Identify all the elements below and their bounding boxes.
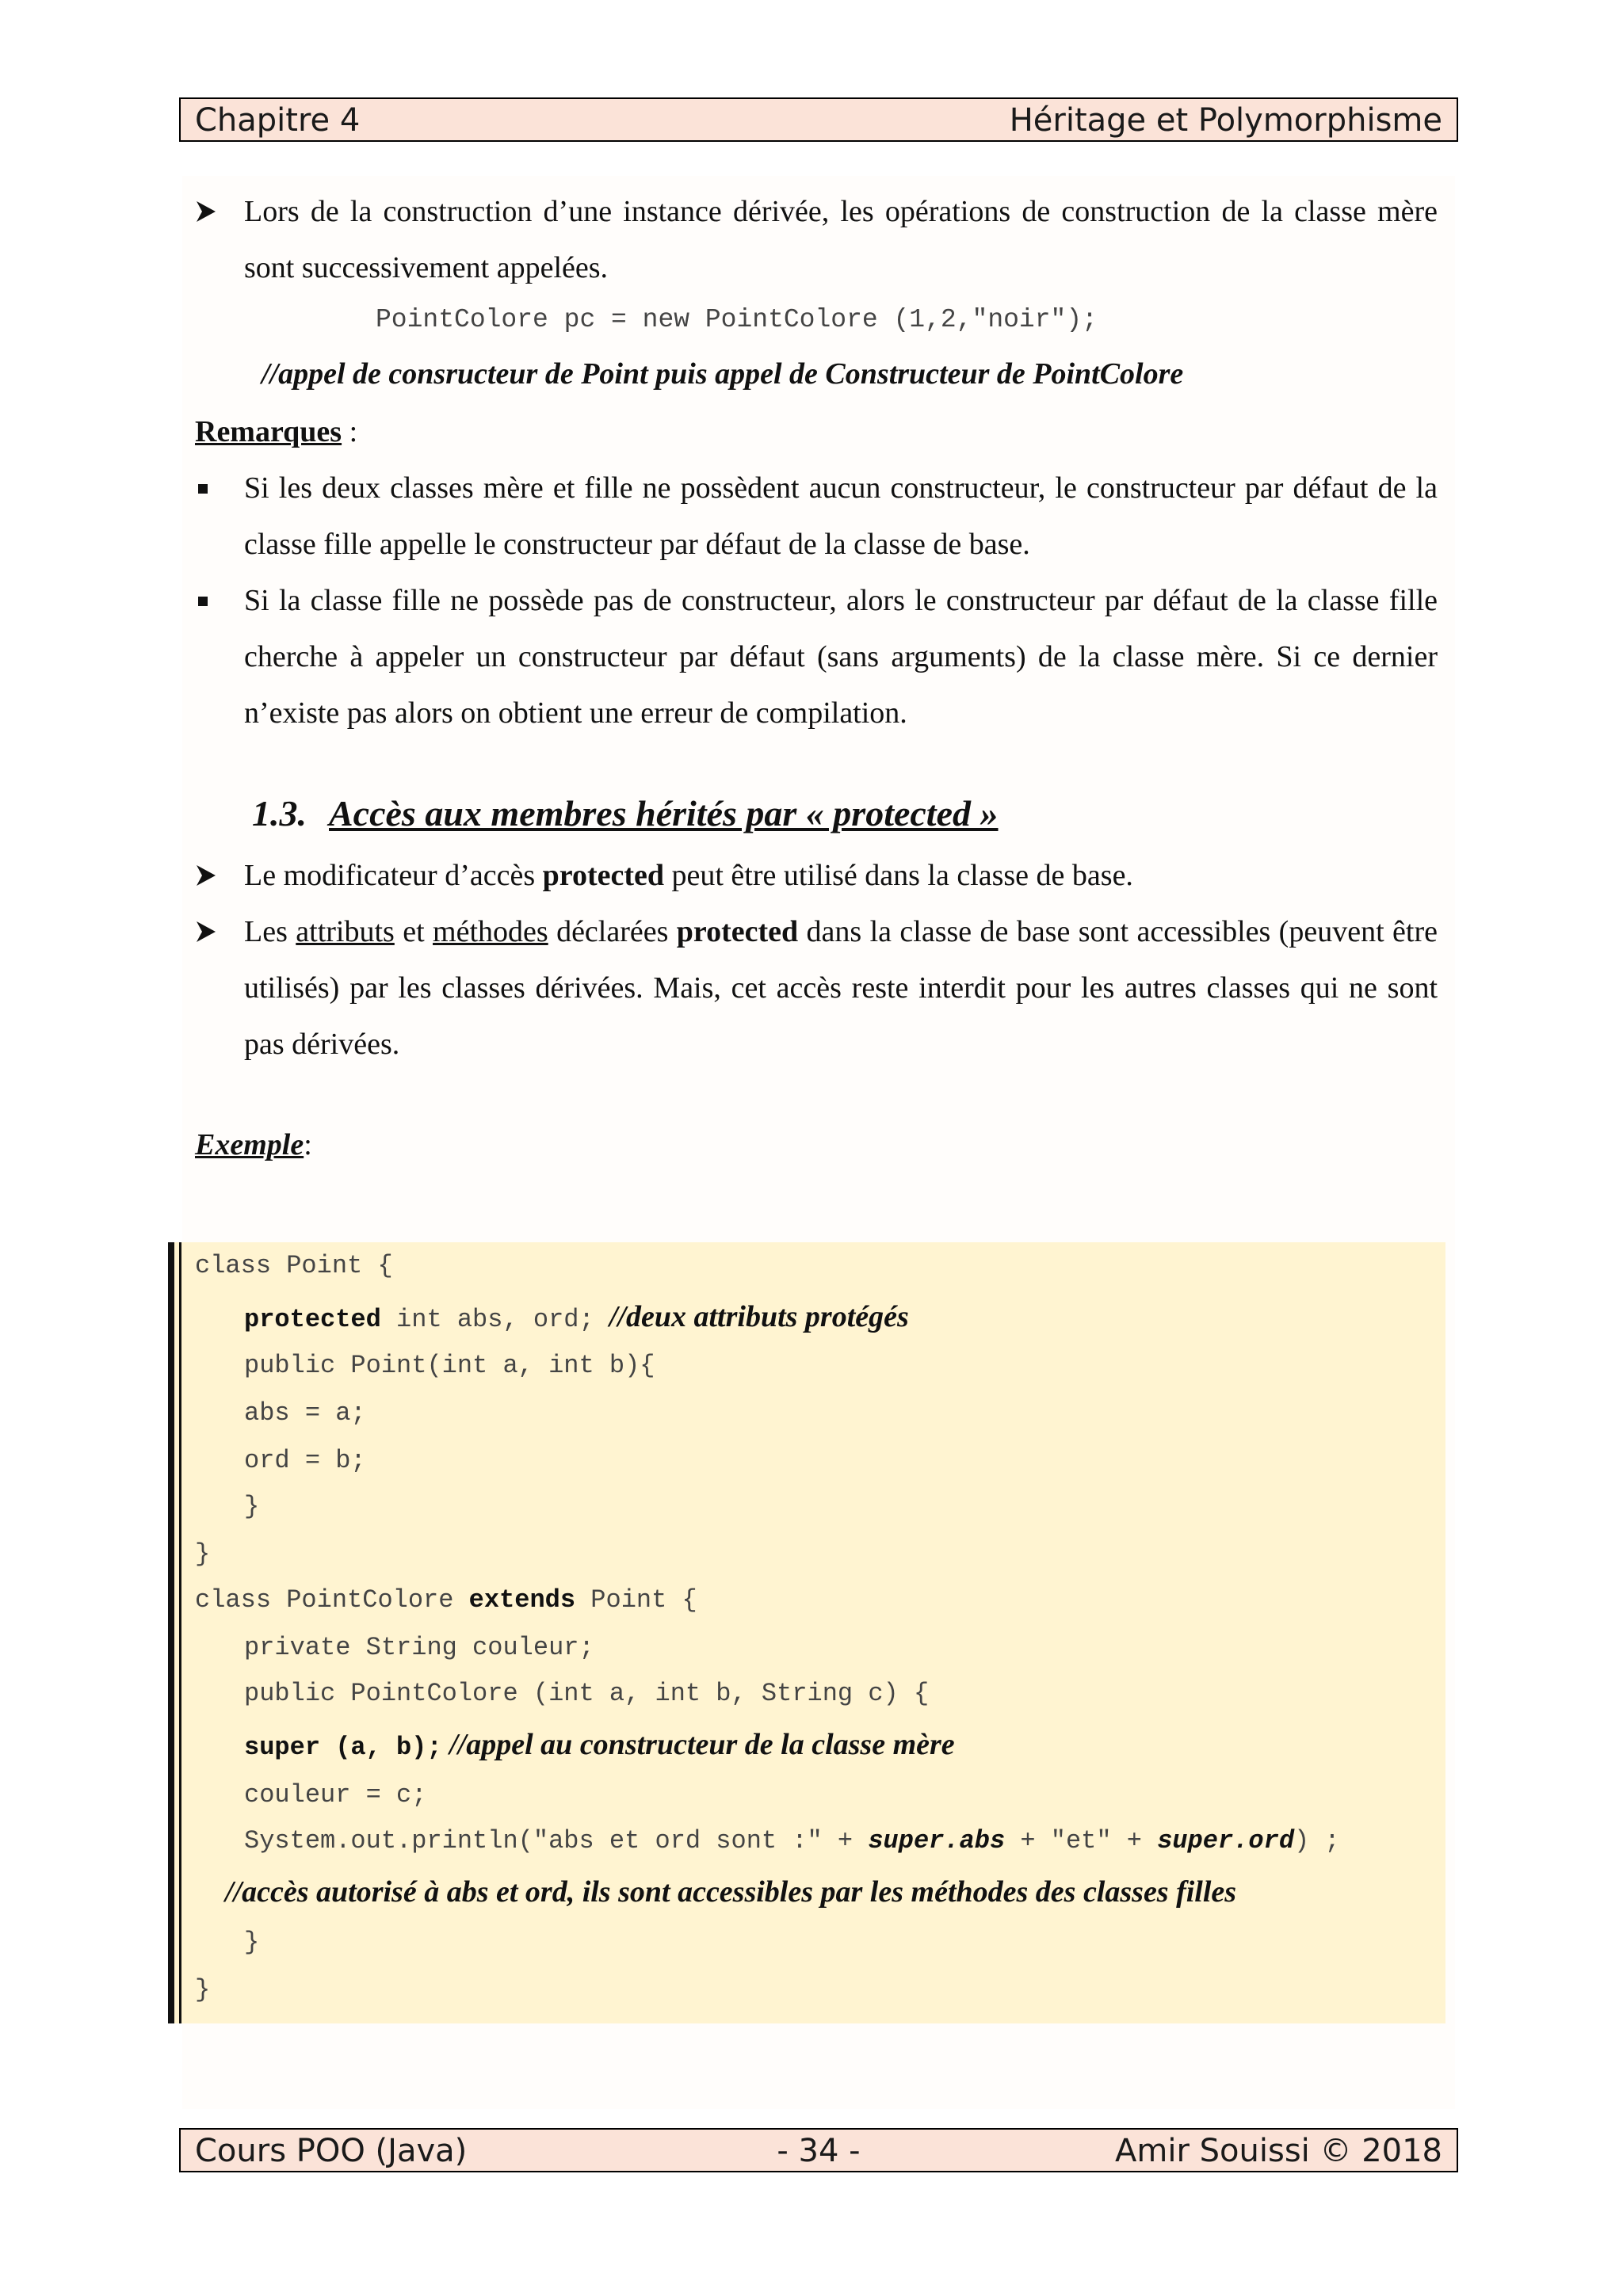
code-line: }	[195, 1975, 211, 2004]
code-line: protected int abs, ord; //deux attributs protégés	[244, 1300, 909, 1334]
code-line: ord = b;	[244, 1446, 366, 1475]
code-line: public Point(int a, int b){	[244, 1351, 655, 1380]
intro-code: PointColore pc = new PointColore (1,2,"noir");	[376, 305, 1098, 334]
code-line: }	[195, 1539, 211, 1569]
code-line: }	[244, 1492, 260, 1521]
code-line: System.out.println("abs et ord sont :" + super.abs + "et" + super.ord) ;	[244, 1826, 1340, 1855]
intro-text: Lors de la construction d’une instance dérivée, les opérations de construction de la classe mère sont successivement appelées.	[244, 195, 1438, 284]
intro-bullet	[195, 184, 1438, 296]
code-line: class Point {	[195, 1251, 393, 1280]
page-content	[195, 184, 1438, 1173]
remark-item: Si la classe fille ne possède pas de constructeur, alors le constructeur par défaut de la classe fille cherche à appeler un constructeur par défaut (sans arguments) de la classe mère. Si ce dernier n’existe pas alors on obtient une erreur de compilation.	[195, 573, 1438, 742]
page-number: - 34 -	[777, 2133, 861, 2169]
remark-item: Si les deux classes mère et fille ne possèdent aucun constructeur, le constructeur par défaut de la classe fille appelle le constructeur par défaut de la classe de base.	[195, 460, 1438, 573]
code-line: }	[244, 1928, 260, 1957]
chapter-title: Héritage et Polymorphisme	[1009, 102, 1442, 139]
code-border-thin	[179, 1242, 181, 2023]
section-heading: 1.3. Accès aux membres hérités par « protected »	[252, 793, 999, 833]
code-line: public PointColore (int a, int b, String c) {	[244, 1679, 930, 1708]
intro-comment: //appel de consructeur de Point puis appel de Constructeur de PointColore	[262, 357, 1184, 391]
code-line: couleur = c;	[244, 1780, 427, 1810]
example-heading: Exemple:	[195, 1128, 312, 1161]
code-example-box	[168, 1242, 1445, 2023]
page-header	[179, 97, 1458, 142]
author-label: Amir Souissi © 2018	[1115, 2133, 1442, 2169]
course-label: Cours POO (Java)	[195, 2133, 468, 2169]
code-line: abs = a;	[244, 1398, 366, 1428]
chapter-label: Chapitre 4	[195, 102, 361, 139]
code-comment: //accès autorisé à abs et ord, ils sont accessibles par les méthodes des classes filles	[225, 1875, 1237, 1909]
page-footer	[179, 2128, 1458, 2172]
code-line: super (a, b); //appel au constructeur de la classe mère	[244, 1728, 955, 1762]
square-bullet-icon	[198, 484, 208, 494]
square-bullet-icon	[198, 597, 208, 606]
section-bullet: Les attributs et méthodes déclarées protected dans la classe de base sont accessibles (peuvent être utilisés) par les classes dérivées. Mais, cet accès reste interdit pour les autres classes qui ne sont pas dérivées.	[195, 904, 1438, 1073]
remarks-heading: Remarques :	[195, 415, 358, 448]
code-line: private String couleur;	[244, 1633, 594, 1662]
code-line: class PointColore extends Point {	[195, 1585, 697, 1615]
code-border-thick	[168, 1242, 174, 2023]
section-bullet: Le modificateur d’accès protected peut être utilisé dans la classe de base.	[195, 848, 1438, 904]
